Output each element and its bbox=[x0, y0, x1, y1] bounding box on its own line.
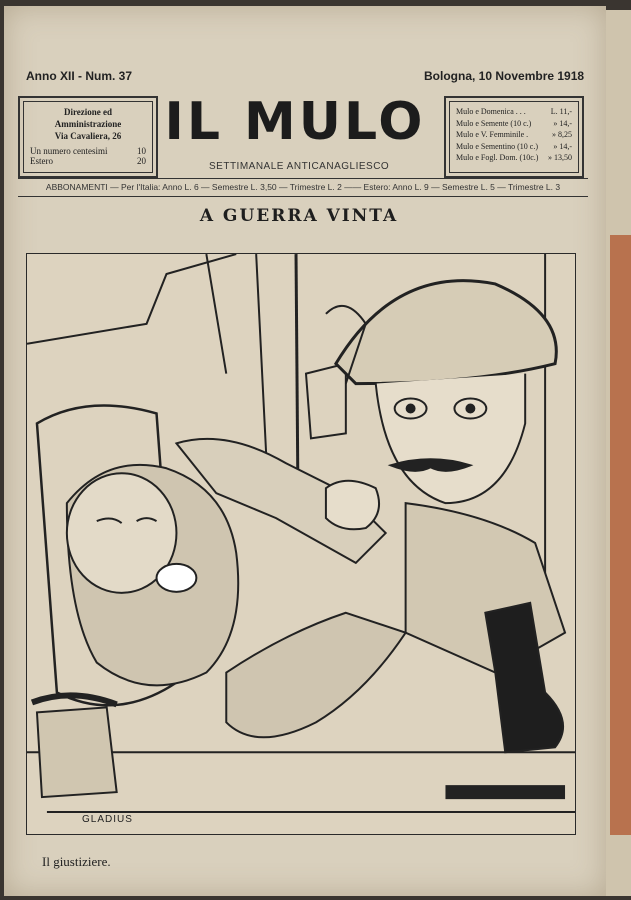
price-row: Mulo e Semente (10 c.) » 14,- bbox=[456, 118, 572, 128]
place-date: Bologna, 10 Novembre 1918 bbox=[424, 69, 585, 83]
illustration-caption: Il giustiziere. bbox=[42, 854, 111, 869]
masthead-subtitle: SETTIMANALE ANTICANAGLIESCO bbox=[209, 161, 390, 172]
price-row: Mulo e Fogl. Dom. (10c.) » 13,50 bbox=[456, 153, 572, 162]
headline: A GUERRA VINTA bbox=[199, 206, 399, 226]
admin-address: Via Cavaliera, 26 bbox=[54, 131, 122, 141]
cartoon-drawing bbox=[27, 254, 575, 834]
divider-top bbox=[18, 178, 588, 179]
price-row: Mulo e Sementino (10 c.) » 14,- bbox=[456, 141, 572, 151]
artist-signature: GLADIUS bbox=[82, 814, 133, 825]
cartoon-illustration bbox=[26, 253, 576, 835]
newspaper-page bbox=[4, 6, 606, 896]
price-row: Mulo e Domenica . . . L. 11,- bbox=[456, 107, 572, 116]
administration-box bbox=[18, 96, 158, 178]
issue-price-label: Un numero centesimi bbox=[30, 146, 108, 156]
underlying-page-illustration bbox=[610, 235, 631, 835]
divider-bottom bbox=[18, 196, 588, 197]
price-list-box bbox=[444, 96, 584, 178]
abroad-price-value: 20 bbox=[137, 156, 146, 166]
masthead-title: IL MULO bbox=[164, 92, 426, 152]
subscription-rates: ABBONAMENTI — Per l'Italia: Anno L. 6 — Semestre L. 3,50 — Trimestre L. 2 —— Estero: Anno L. 9 — Semestre L. 5 — Trimestre L. 3 bbox=[45, 182, 561, 192]
abroad-price-label: Estero bbox=[30, 156, 53, 166]
underlying-page-edge bbox=[606, 10, 631, 896]
admin-line-1: Direzione ed Amministrazione bbox=[54, 107, 122, 129]
issue-price-value: 10 bbox=[137, 146, 146, 156]
price-row: Mulo e V. Femminile . » 8,25 bbox=[456, 130, 572, 139]
issue-number: Anno XII - Num. 37 bbox=[26, 69, 133, 83]
